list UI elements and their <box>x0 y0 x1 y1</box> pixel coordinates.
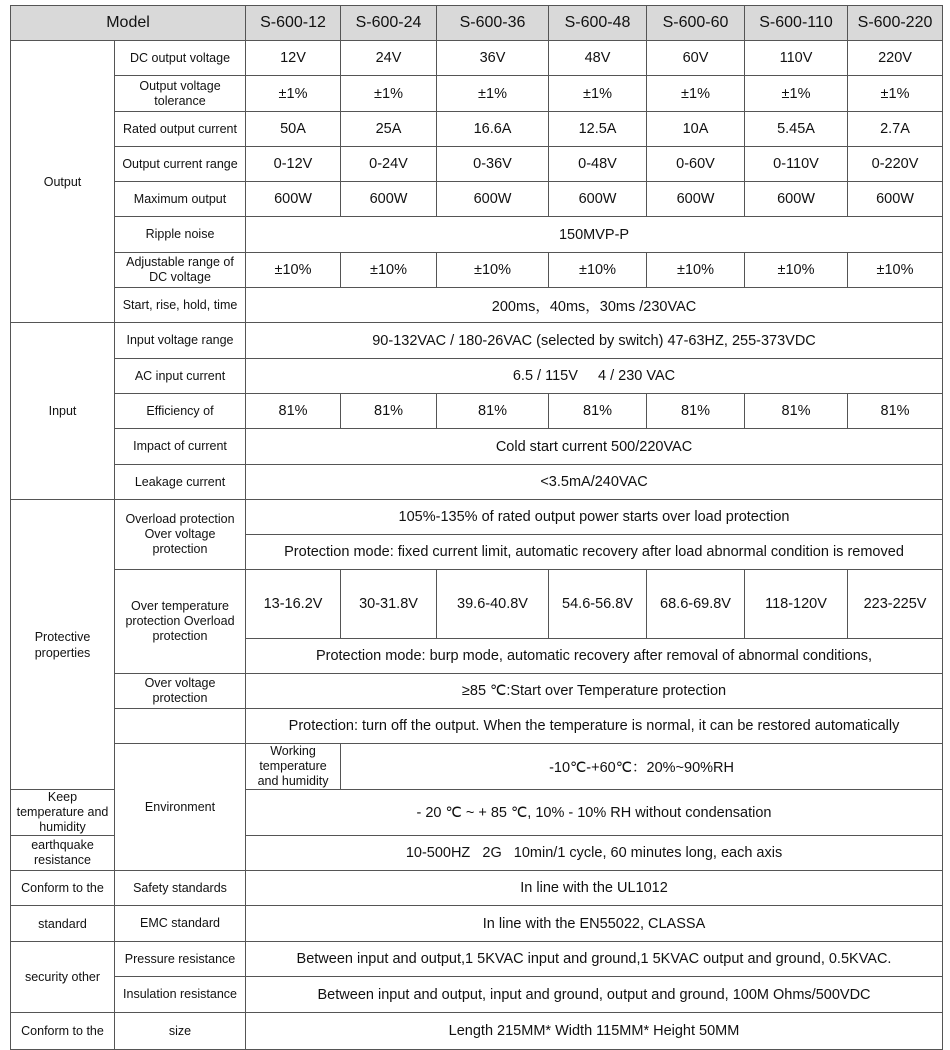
spanned-value-cell: Protection mode: fixed current limit, automatic recovery after load abnormal condition is removed <box>246 535 943 570</box>
value-cell: ±10% <box>647 253 745 288</box>
value-cell: 81% <box>549 394 647 429</box>
table-row <box>11 288 943 323</box>
group-output: Output <box>11 41 115 323</box>
table-row <box>11 253 943 288</box>
value-cell: 0-220V <box>848 147 943 182</box>
row-label: earthquake resistance <box>11 836 115 871</box>
value-cell: 12.5A <box>549 112 647 147</box>
row-label: AC input current <box>115 359 246 394</box>
value-cell: 48V <box>549 41 647 76</box>
row-label: Impact of current <box>115 429 246 465</box>
row-label: Efficiency of <box>115 394 246 429</box>
value-cell: 0-48V <box>549 147 647 182</box>
row-label: Pressure resistance <box>115 942 246 977</box>
row-label: Maximum output <box>115 182 246 217</box>
group-conform: Conform to the <box>11 1013 115 1050</box>
row-label: Over voltage protection <box>115 674 246 709</box>
table-row <box>11 709 943 744</box>
value-cell: ±1% <box>549 76 647 112</box>
row-label: Input voltage range <box>115 323 246 359</box>
value-cell: 81% <box>246 394 341 429</box>
value-cell: 0-24V <box>341 147 437 182</box>
value-cell: 81% <box>848 394 943 429</box>
table-row <box>11 871 943 906</box>
table-row <box>11 977 943 1013</box>
row-label <box>115 709 246 744</box>
table-row <box>11 359 943 394</box>
group-input: Input <box>11 323 115 500</box>
spanned-value-cell: 10-500HZ 2G 10min/1 cycle, 60 minutes long, each axis <box>246 836 943 871</box>
value-cell: 39.6-40.8V <box>437 570 549 639</box>
spanned-value-cell: In line with the EN55022, CLASSA <box>246 906 943 942</box>
value-cell: 60V <box>647 41 745 76</box>
spanned-value-cell: <3.5mA/240VAC <box>246 465 943 500</box>
model-header-cell: S-600-110 <box>745 6 848 41</box>
spanned-value-cell: 105%-135% of rated output power starts over load protection <box>246 500 943 535</box>
row-label: Output voltage tolerance <box>115 76 246 112</box>
row-label: DC output voltage <box>115 41 246 76</box>
row-label: Working temperature and humidity <box>246 744 341 790</box>
model-header-cell: S-600-12 <box>246 6 341 41</box>
row-label: Leakage current <box>115 465 246 500</box>
value-cell: ±1% <box>341 76 437 112</box>
group-conform: Conform to the <box>11 871 115 906</box>
value-cell: 36V <box>437 41 549 76</box>
row-label: EMC standard <box>115 906 246 942</box>
value-cell: 600W <box>745 182 848 217</box>
value-cell: 600W <box>437 182 549 217</box>
spanned-value-cell: In line with the UL1012 <box>246 871 943 906</box>
spanned-value-cell: Length 215MM* Width 115MM* Height 50MM <box>246 1013 943 1050</box>
value-cell: 118-120V <box>745 570 848 639</box>
value-cell: ±1% <box>745 76 848 112</box>
spanned-value-cell: - 20 ℃ ~ + 85 ℃, 10% - 10% RH without condensation <box>246 790 943 836</box>
group-standard: standard <box>11 906 115 942</box>
value-cell: 81% <box>647 394 745 429</box>
value-cell: ±1% <box>437 76 549 112</box>
group-security: security other <box>11 942 115 1013</box>
row-label: Insulation resistance <box>115 977 246 1013</box>
value-cell: 600W <box>848 182 943 217</box>
row-label: Rated output current <box>115 112 246 147</box>
value-cell: 600W <box>246 182 341 217</box>
table-row <box>11 744 943 790</box>
row-label: size <box>115 1013 246 1050</box>
value-cell: 600W <box>647 182 745 217</box>
value-cell: 24V <box>341 41 437 76</box>
table-row <box>11 570 943 639</box>
table-row <box>11 217 943 253</box>
value-cell: 12V <box>246 41 341 76</box>
table-row <box>11 394 943 429</box>
value-cell: 2.7A <box>848 112 943 147</box>
value-cell: 68.6-69.8V <box>647 570 745 639</box>
row-label: Start, rise, hold, time <box>115 288 246 323</box>
spanned-value-cell: ≥85 ℃:Start over Temperature protection <box>246 674 943 709</box>
table-row <box>11 1013 943 1050</box>
row-label <box>115 500 246 570</box>
value-cell: ±10% <box>848 253 943 288</box>
row-label: Over temperature protection Overload protection <box>115 570 246 674</box>
value-cell: 110V <box>745 41 848 76</box>
value-cell: ±1% <box>848 76 943 112</box>
value-cell: 13-16.2V <box>246 570 341 639</box>
row-label-line: Overload protection <box>125 512 235 526</box>
value-cell: ±10% <box>745 253 848 288</box>
row-label: Keep temperature and humidity <box>11 790 115 836</box>
row-label: Safety standards <box>115 871 246 906</box>
value-cell: ±10% <box>246 253 341 288</box>
value-cell: 81% <box>341 394 437 429</box>
value-cell: ±10% <box>341 253 437 288</box>
table-row <box>11 674 943 709</box>
group-protective: Protective properties <box>11 500 115 790</box>
value-cell: 81% <box>437 394 549 429</box>
value-cell: 25A <box>341 112 437 147</box>
table-row <box>11 906 943 942</box>
value-cell: 50A <box>246 112 341 147</box>
spanned-value-cell: Between input and output,1 5KVAC input and ground,1 5KVAC output and ground, 0.5KVAC. <box>246 942 943 977</box>
group-environment: Environment <box>115 744 246 871</box>
value-cell: ±10% <box>437 253 549 288</box>
row-label: Adjustable range of DC voltage <box>115 253 246 288</box>
value-cell: 30-31.8V <box>341 570 437 639</box>
model-header-cell: S-600-220 <box>848 6 943 41</box>
spec-table <box>10 5 943 1050</box>
value-cell: 10A <box>647 112 745 147</box>
spanned-value-cell: -10℃-+60℃：20%~90%RH <box>341 744 943 790</box>
spanned-value-cell: 200ms，40ms，30ms /230VAC <box>246 288 943 323</box>
value-cell: 54.6-56.8V <box>549 570 647 639</box>
spanned-value-cell: Protection mode: burp mode, automatic recovery after removal of abnormal conditions, <box>246 639 943 674</box>
table-row <box>11 500 943 535</box>
value-cell: 220V <box>848 41 943 76</box>
model-header-cell: S-600-48 <box>549 6 647 41</box>
value-cell: ±1% <box>647 76 745 112</box>
model-header-cell: S-600-60 <box>647 6 745 41</box>
value-cell: ±1% <box>246 76 341 112</box>
spanned-value-cell: Cold start current 500/220VAC <box>246 429 943 465</box>
value-cell: 600W <box>549 182 647 217</box>
table-row <box>11 76 943 112</box>
header-row <box>11 6 943 41</box>
value-cell: ±10% <box>549 253 647 288</box>
table-row <box>11 323 943 359</box>
table-row <box>11 112 943 147</box>
spanned-value-cell: Between input and output, input and ground, output and ground, 100M Ohms/500VDC <box>246 977 943 1013</box>
table-row <box>11 147 943 182</box>
value-cell: 0-36V <box>437 147 549 182</box>
value-cell: 0-110V <box>745 147 848 182</box>
value-cell: 600W <box>341 182 437 217</box>
spanned-value-cell: 6.5 / 115V 4 / 230 VAC <box>246 359 943 394</box>
row-label: Ripple noise <box>115 217 246 253</box>
spanned-value-cell: 150MVP-P <box>246 217 943 253</box>
table-row <box>11 41 943 76</box>
spanned-value-cell: 90-132VAC / 180-26VAC (selected by switch) 47-63HZ, 255-373VDC <box>246 323 943 359</box>
value-cell: 0-12V <box>246 147 341 182</box>
value-cell: 0-60V <box>647 147 745 182</box>
model-header: Model <box>11 6 246 41</box>
model-header-cell: S-600-36 <box>437 6 549 41</box>
row-label: Output current range <box>115 147 246 182</box>
row-label-line: Over voltage protection <box>144 527 216 556</box>
table-row <box>11 182 943 217</box>
table-row <box>11 465 943 500</box>
spanned-value-cell: Protection: turn off the output. When the temperature is normal, it can be restored automatically <box>246 709 943 744</box>
table-row <box>11 429 943 465</box>
value-cell: 16.6A <box>437 112 549 147</box>
table-row <box>11 942 943 977</box>
value-cell: 5.45A <box>745 112 848 147</box>
value-cell: 223-225V <box>848 570 943 639</box>
value-cell: 81% <box>745 394 848 429</box>
model-header-cell: S-600-24 <box>341 6 437 41</box>
